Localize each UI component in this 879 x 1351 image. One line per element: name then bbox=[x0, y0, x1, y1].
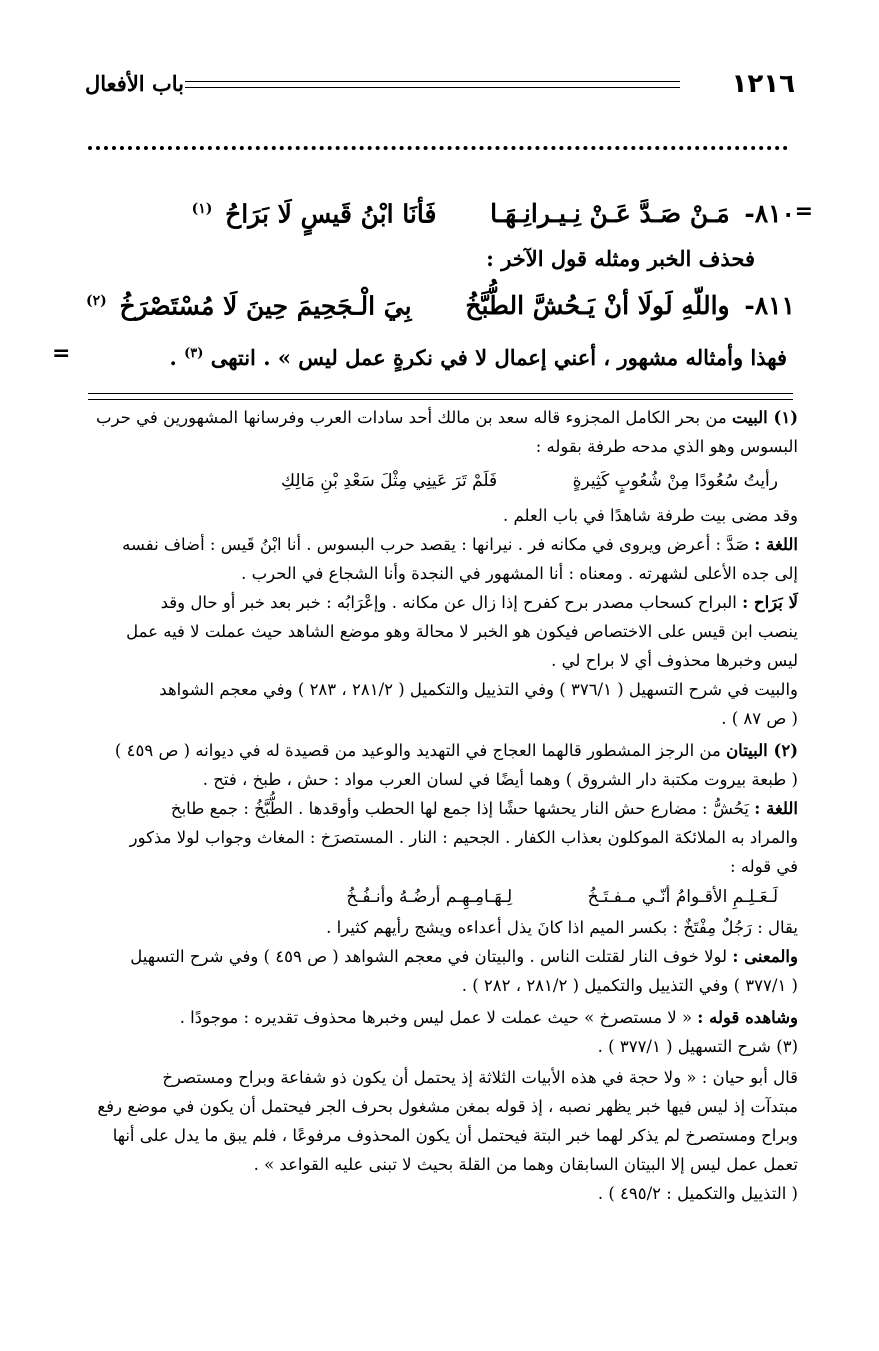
footnote-line: اللغة : صَدَّ : أعرض ويروى في مكانه فر . نيرانها : يقصد حرب البسوس . أنا ابْنُ قَيس : أضاف نفسه bbox=[122, 535, 798, 554]
footnote-line: (٢) البيتان من الرجز المشطور قالهما العجاج في التهديد والوعيد من قصيدة له في ديوانه ( ص ٤٥٩ ) bbox=[114, 741, 798, 760]
footnote-line: والبيت في شرح التسهيل ( ٣٧٦/١ ) وفي التذييل والتكميل ( ٢٨١/٢ ، ٢٨٣ ) وفي معجم الشواهد bbox=[159, 680, 798, 699]
verse-810 bbox=[192, 189, 795, 234]
footnote-line: وبراح ومستصرخ لم يذكر لهما خبر البتة فيحتمل أن يكون المحذوف مرفوعًا ، فلم يبق ما يدل على أنها bbox=[112, 1126, 798, 1145]
footnote-line: ليس وخبرها محذوف أي لا براح لي . bbox=[551, 651, 798, 670]
footnote-poem bbox=[281, 466, 778, 496]
continuation-mark: = bbox=[52, 341, 71, 366]
verse-hemistich-1: واللّهِ لَولَا أنْ يَـحُشَّ الطُّبَّخُ bbox=[465, 291, 730, 321]
footnote-line: ( التذييل والتكميل : ٤٩٥/٢ ) . bbox=[597, 1184, 798, 1203]
poem-hemistich-2: فَلَمْ تَرَ عَينِي مِثْلَ سَعْدِ بْنِ مَالِكِ bbox=[281, 471, 498, 491]
prose-line: فحذف الخبر ومثله قول الآخر : bbox=[486, 246, 755, 271]
footnote-line: لَا بَرَاح : البراح كسحاب مصدر برح كفرح إذا زال عن مكانه . وإعْرَابُه : خبر بعد خبر أو حال وقد bbox=[160, 593, 798, 612]
continuation-mark: = bbox=[794, 199, 813, 224]
footnotes bbox=[78, 404, 798, 1334]
footnote-line: البسوس وهو الذي مدحه طرفة بقوله : bbox=[535, 437, 798, 456]
footnote-ref: (٢) bbox=[86, 293, 107, 309]
verse-number: ٨١٠- bbox=[744, 199, 795, 229]
footnote-line: قال أبو حيان : « ولا حجة في هذه الأبيات الثلاثة إذ يحتمل أن يكون ذو شفاعة وبراح ومستصرخ bbox=[162, 1068, 798, 1087]
footnote-poem bbox=[346, 882, 778, 912]
verse-811 bbox=[86, 281, 795, 326]
prose-text: فهذا وأمثاله مشهور ، أعني إعمال لا في نكرةٍ عمل ليس » . انتهى bbox=[210, 345, 787, 370]
footnote-line: والمعنى : لولا خوف النار لقتلت الناس . والبيتان في معجم الشواهد ( ص ٤٥٩ ) وفي شرح التسهيل bbox=[130, 947, 798, 966]
header-double-rule bbox=[185, 81, 680, 88]
verse-hemistich-1: مَـنْ صَـدَّ عَـنْ نِـيـرانِـهَـا bbox=[490, 199, 730, 229]
footnote-line: مبتدآت إذ ليس فيها خبر يظهر نصبه ، إذ قوله بمغن مشغول بحرف الجر فيحتمل أن يكون في موضع رفع bbox=[97, 1097, 798, 1116]
footnote-line: ( طبعة بيروت مكتبة دار الشروق ) وهما أيضًا في لسان العرب مواد : حش ، طبخ ، فتح . bbox=[202, 770, 798, 789]
poem-hemistich-1: لَـعَـلِـمِ الأقـوامُ أنّـي مـفـتَـخُ bbox=[587, 887, 778, 907]
footnote-line: إلى جده الأعلى لشهرته . ومعناه : أنا المشهور في النجدة وأنا الشجاع في الحرب . bbox=[241, 564, 798, 583]
footnote-line: ( ص ٨٧ ) . bbox=[721, 709, 798, 728]
verse-number: ٨١١- bbox=[744, 291, 795, 321]
footnote-line: تعمل عمل ليس إلا البيتان السابقان وهما من القلة بحيث لا تبنى عليه القواعد » . bbox=[253, 1155, 798, 1174]
footnote-line: (٣) شرح التسهيل ( ٣٧٧/١ ) . bbox=[597, 1037, 798, 1056]
footnote-line: وقد مضى بيت طرفة شاهدًا في باب العلم . bbox=[503, 506, 798, 525]
dotted-separator bbox=[88, 146, 788, 150]
footnote-line: في قوله : bbox=[730, 857, 798, 876]
poem-hemistich-1: رأيتُ سُعُودًا مِنْ شُعُوبٍ كَثِيرةٍ bbox=[572, 471, 778, 491]
page-header bbox=[85, 66, 795, 106]
footnote-line: ( ٣٧٧/١ ) وفي التذييل والتكميل ( ٢٨١/٢ ، ٢٨٢ ) . bbox=[461, 976, 798, 995]
footnote-line: وشاهده قوله : « لا مستصرخ » حيث عملت لا عمل ليس وخبرها محذوف تقديره : موجودًا . bbox=[179, 1008, 798, 1027]
footnote-line: والمراد به الملائكة الموكلون بعذاب الكفار . الجحيم : النار . المستصرَخ : المغاث وجواب لولا مذكور bbox=[129, 828, 798, 847]
verse-hemistich-2: بِيَ الْـجَحِيمَ حِينَ لَا مُسْتَصْرَخُ bbox=[119, 291, 412, 321]
verse-hemistich-2: فَأنَا ابْنُ قَيسٍ لَا بَرَاحُ bbox=[225, 199, 437, 229]
prose-end: . bbox=[169, 345, 177, 370]
main-text bbox=[52, 185, 813, 395]
footnote-line: ينصب ابن قيس على الاختصاص فيكون هو الخبر لا محالة وهو موضع الشاهد حيث عملت لا فيه عمل bbox=[126, 622, 798, 641]
footnote-line: (١) البيت من بحر الكامل المجزوء قاله سعد بن مالك أحد سادات العرب وفرسانها المشهورين في حرب bbox=[96, 408, 798, 427]
footnote-line: يقال : رَجُلٌ مِفْتَخٌ : بكسر الميم اذا كانَ يذل أعداءه ويشج رأيهم كثيرا . bbox=[326, 918, 798, 937]
footnote-ref: (٣) bbox=[184, 346, 204, 361]
prose-line bbox=[169, 336, 787, 376]
page-number: ١٢١٦ bbox=[731, 69, 795, 99]
running-title: باب الأفعال bbox=[85, 71, 184, 96]
footnote-line: اللغة : يَحُشُّ : مضارع حش النار يحشها حشًا إذا جمع لها الحطب وأوقدها . الطُّبَّخُ : جمع طابخ bbox=[170, 799, 798, 818]
footnote-separator-rule bbox=[88, 393, 793, 400]
footnote-ref: (١) bbox=[191, 201, 213, 217]
poem-hemistich-2: لِـهَـامِـهِـم أرضُـهُ وأنـفُـخُ bbox=[346, 887, 513, 907]
